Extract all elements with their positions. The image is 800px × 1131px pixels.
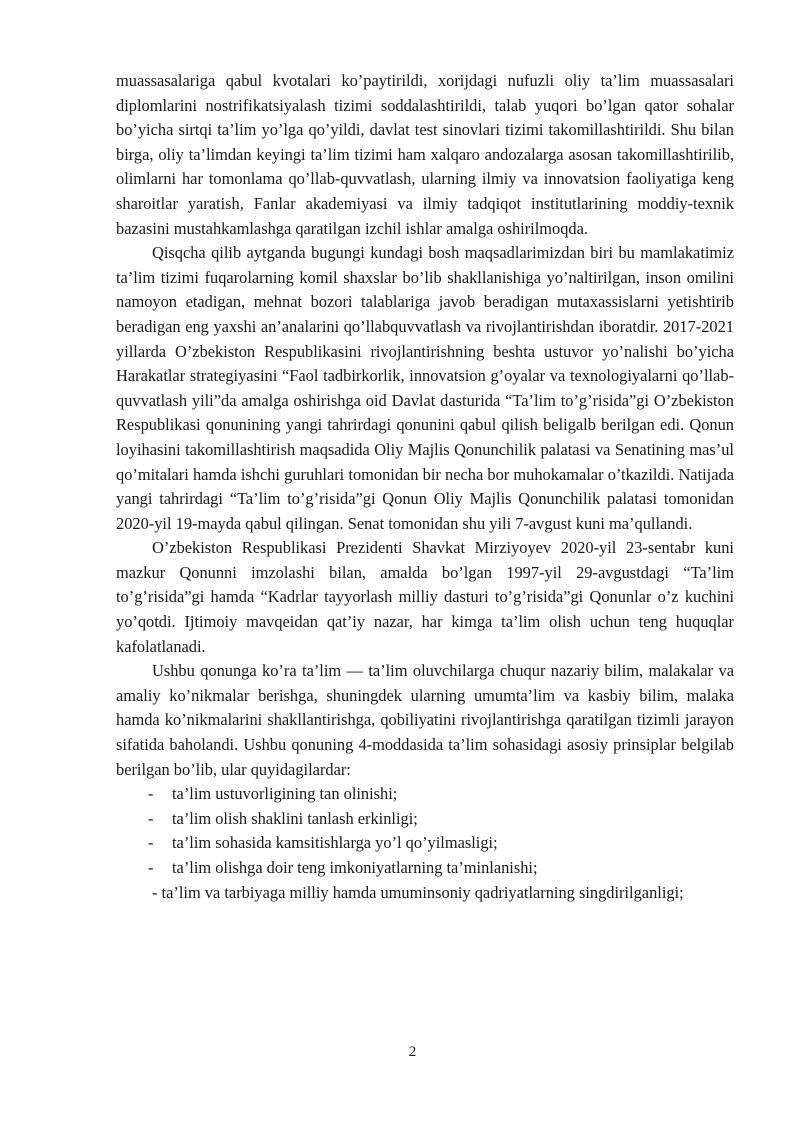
list-dash: - xyxy=(148,858,154,877)
list-item xyxy=(116,831,734,856)
list-item-text: ta’lim olishga doir teng imkoniyatlarning ta’minlanishi; xyxy=(172,858,538,877)
list-dash: - xyxy=(148,784,154,804)
list-item-text: ta’lim sohasida kamsitishlarga yo’l qo’yilmasligi; xyxy=(172,833,498,853)
list-item-text: ta’lim ustuvorligining tan olinishi; xyxy=(172,784,398,804)
list-dash: - xyxy=(148,808,154,828)
paragraph: Ushbu qonunga ko’ra ta’lim — ta’lim oluvchilarga chuqur nazariy bilim, malakalar va amaliy ko’nikmalar berishga, shuningdek ularning umumta’lim va kasbiy bilim, malaka hamda ko’nikmalarini shakllantirishga, qobiliyatini rivojlantirishga qaratilgan tizimli jarayon sifatida baholandi. Ushbu qonuning 4-moddasida ta’lim sohasidagi asosiy prinsiplar belgilab berilgan bo’lib, ular quyidagilardar: xyxy=(116,661,734,779)
body-text xyxy=(116,69,734,905)
list-item xyxy=(116,807,734,832)
paragraph: O’zbekiston Respublikasi Prezidenti Shavkat Mirziyoyev 2020-yil 23-sentabr kuni mazkur Qonunni imzolashi bilan, amalda bo’lgan 1997-yil 29-avgustdagi “Ta’lim to’g’risida”gi hamda “Kadrlar tayyorlash milliy dasturi to’g’risida”gi Qonunlar o’z kuchini yo’qotdi. Ijtimoiy mavqeidan qat’iy nazar, har kimga ta’lim olish uchun teng huquqlar kafolatlanadi. xyxy=(116,538,734,656)
paragraph-continued: muassasalariga qabul kvotalari ko’paytirildi, xorijdagi nufuzli oliy ta’lim muassasalari diplomlarini nostrifikatsiyalash tizimi soddalashtirildi, talab yuqori bo’lgan qator sohalar bo’yicha sirtqi ta’lim yo’lga qo’yildi, davlat test sinovlari tizimi takomillashtirildi. Shu bilan birga, oliy ta’limdan keyingi ta’lim tizimi ham xalqaro andozalarga asosan takomillashtirilib, olimlarni har tomonlama qo’llab-quvvatlash, ularning ilmiy va innovatsion faoliyatiga keng sharoitlar yaratish, Fanlar akademiyasi va ilmiy tadqiqot institutlarining moddiy-texnik bazasini mustahkamlashga qaratilgan izchil ishlar amalga oshirilmoqda. xyxy=(116,71,734,238)
list-item xyxy=(116,856,734,881)
page-number: 2 xyxy=(408,1044,417,1060)
paragraph: Qisqcha qilib aytganda bugungi kundagi bosh maqsadlarimizdan biri bu mamlakatimiz ta’lim tizimi fuqarolarning komil shaxslar bo’lib shakllanishiga yo’naltirilgan, inson omilini namoyon etadigan, mehnat bozori talablariga javob beradigan mutaxassislarni yetishtirib beradigan eng yaxshi an’analarini qo’llabquvvatlash va rivojlantirishdan iboratdir. 2017-2021 yillarda O’zbekiston Respublikasini rivojlantirishning beshta ustuvor yo’nalishi bo’yicha Harakatlar strategiyasini “Faol tadbirkorlik, innovatsion g’oyalar va texnologiyalarni qo’llab-quvvatlash yili”da amalga oshirishga oid Davlat dasturida “Ta’lim to’g’risida”gi O’zbekiston Respublikasi qonunining yangi tahrirdagi qonunini qabul qilish beligalb berilgan edi. Qonun loyihasini takomillashtirish maqsadida Oliy Majlis Qonunchilik palatasi va Senatining mas’ul qo’mitalari hamda ishchi guruhlari tomonidan bir necha bor muhokamalar o’tkazildi. Natijada yangi tahrirdagi “Ta’lim to’g’risida”gi Qonun Oliy Majlis Qonunchilik palatasi tomonidan 2020-yil 19-mayda qabul qilingan. Senat tomonidan shu yili 7-avgust kuni ma’qullandi. xyxy=(116,243,734,533)
list-item-wrapped: - ta’lim va tarbiyaga milliy hamda umuminsoniy qadriyatlarning singdirilganligi; xyxy=(152,882,684,902)
list-item-text: ta’lim olish shaklini tanlash erkinligi; xyxy=(172,808,418,828)
list-dash: - xyxy=(148,833,154,853)
list-item xyxy=(116,782,734,807)
